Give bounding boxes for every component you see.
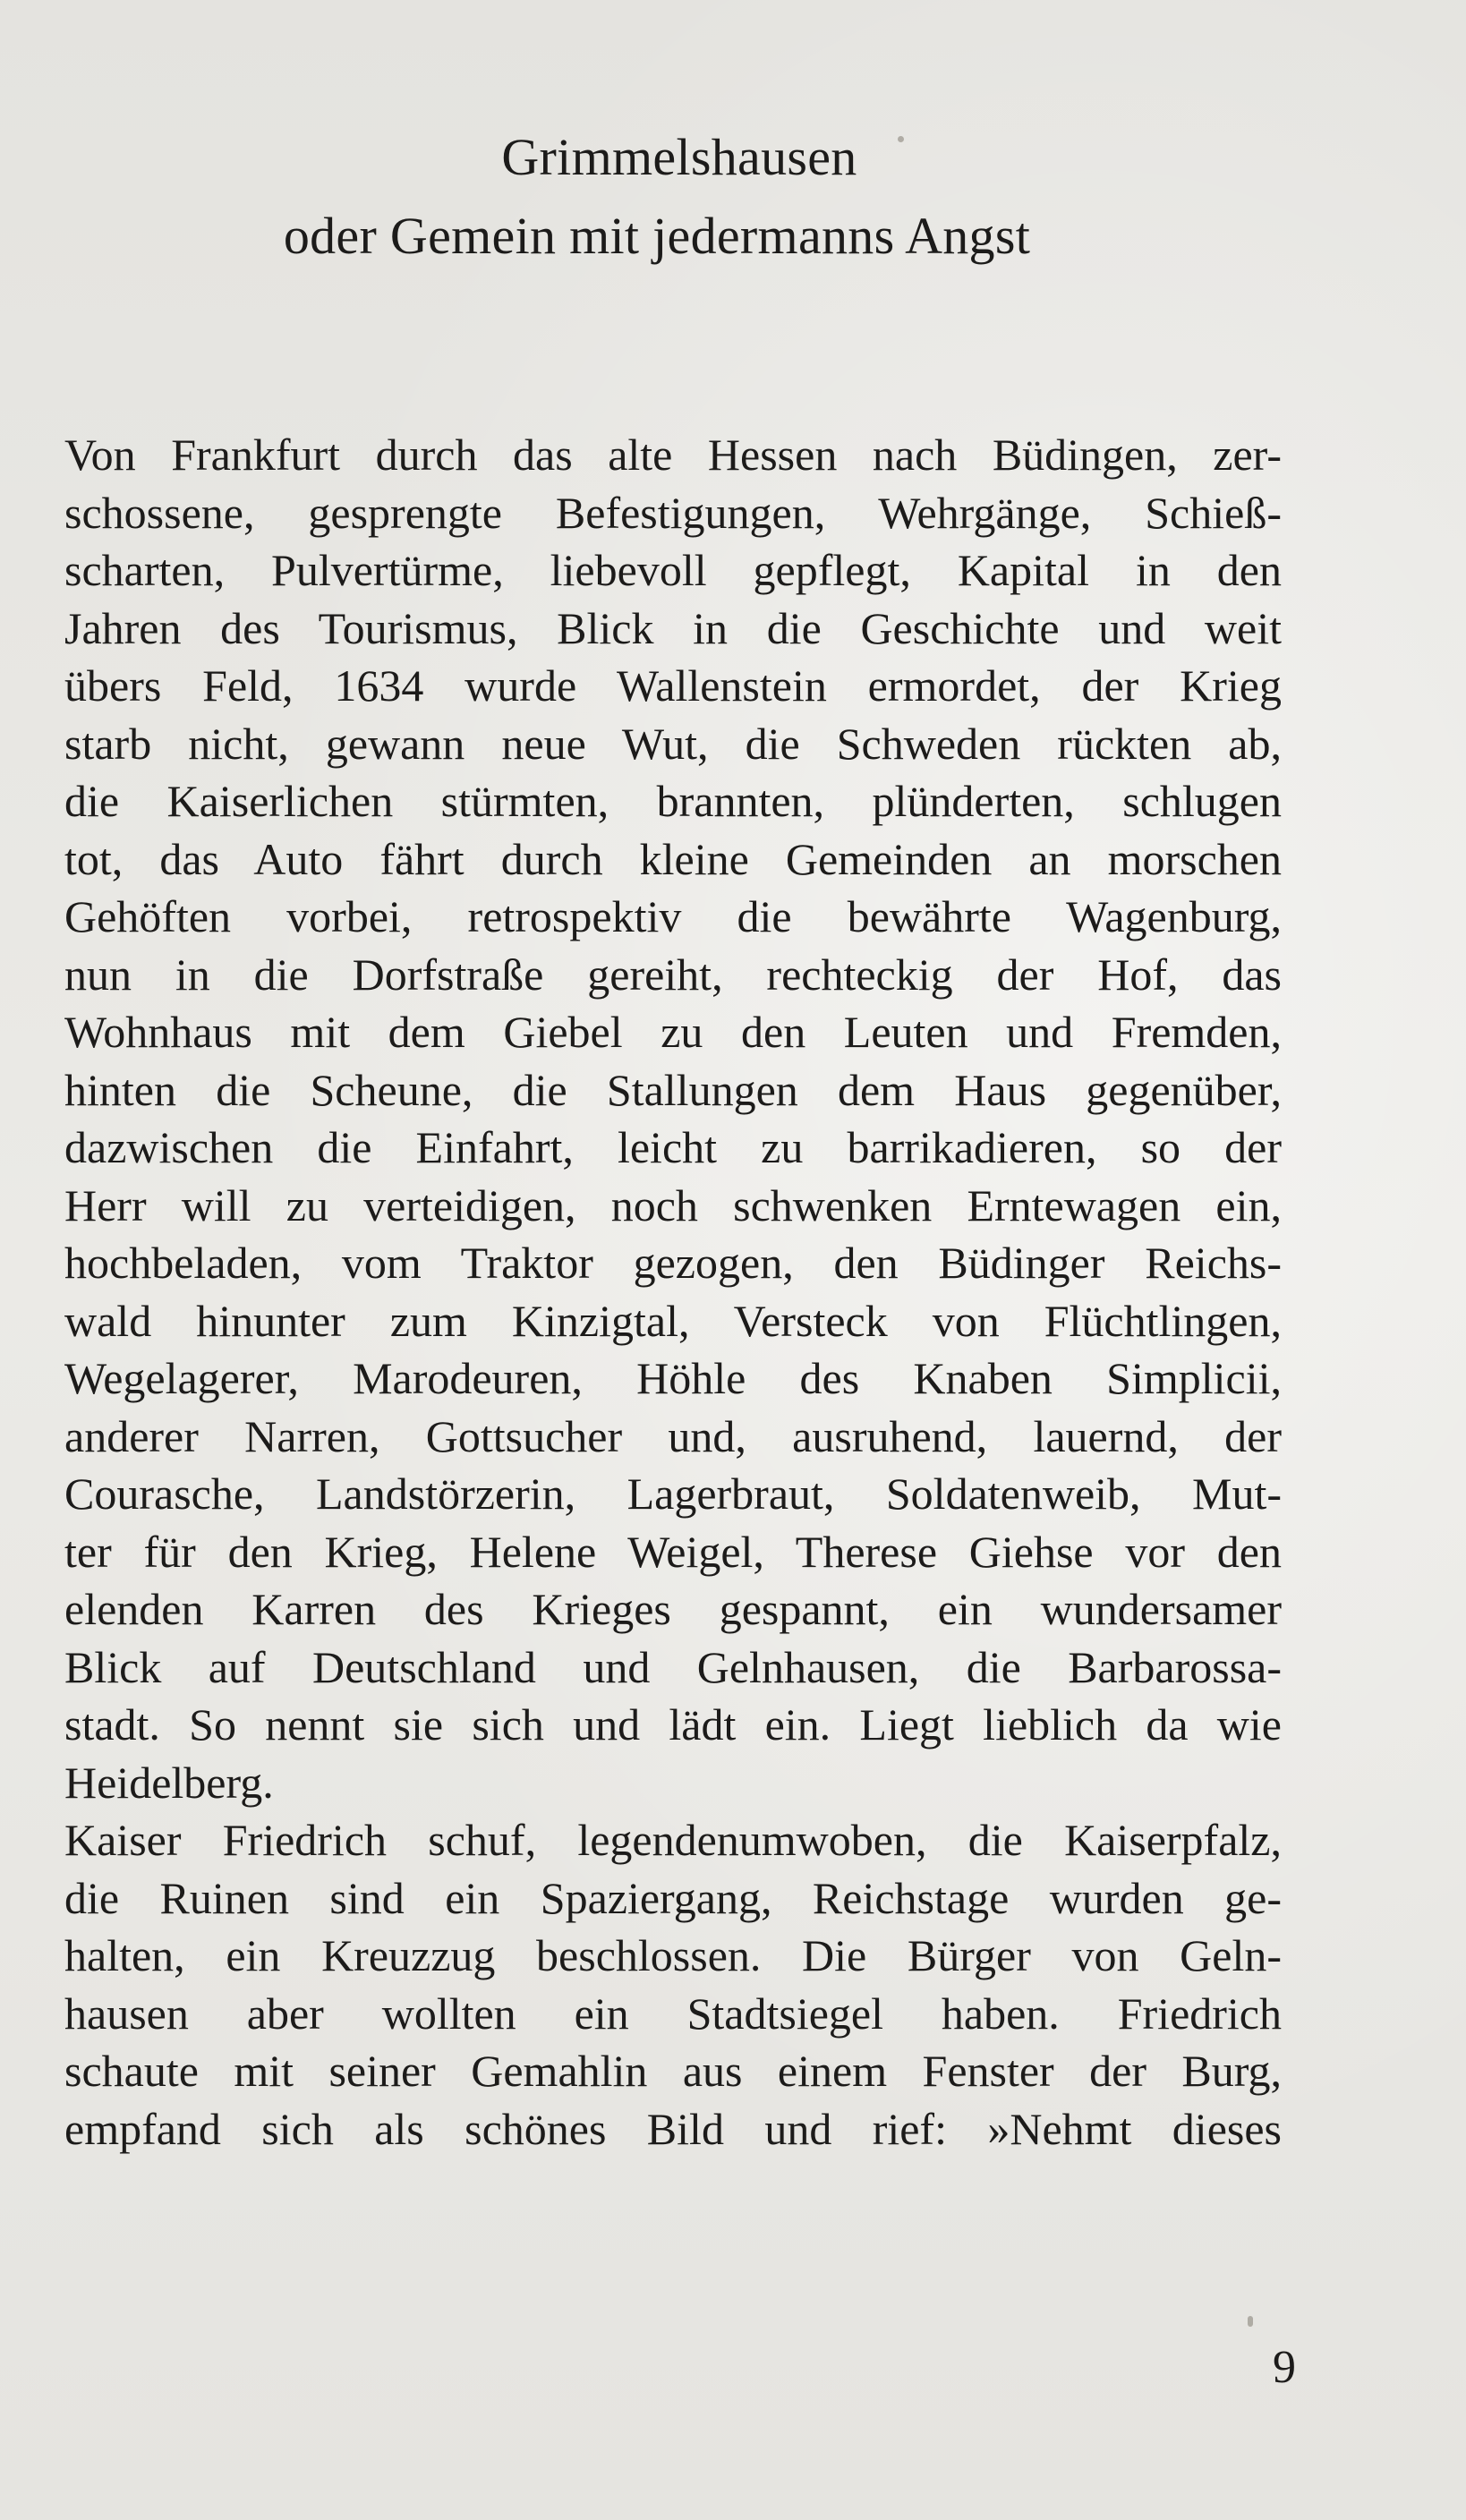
text-line: stadt. So nennt sie sich und lädt ein. Liegt lieblich da wie: [64, 1699, 1282, 1750]
text-line: schaute mit seiner Gemahlin aus einem Fenster der Burg,: [64, 2046, 1282, 2096]
text-line: wald hinunter zum Kinzigtal, Versteck von Flüchtlingen,: [64, 1295, 1282, 1346]
text-line: ter für den Krieg, Helene Weigel, Therese Giehse vor den: [64, 1526, 1282, 1577]
text-line: Jahren des Tourismus, Blick in die Geschichte und weit: [64, 602, 1282, 653]
page-number: 9: [1273, 2342, 1296, 2393]
text-line: schossene, gesprengte Befestigungen, Wehrgänge, Schieß-: [64, 487, 1282, 538]
text-line: tot, das Auto fährt durch kleine Gemeinden an morschen: [64, 833, 1282, 884]
text-line: elenden Karren des Krieges gespannt, ein wundersamer: [64, 1584, 1282, 1634]
text-line: starb nicht, gewann neue Wut, die Schweden rückten ab,: [64, 718, 1282, 769]
paper-speck: [898, 136, 904, 142]
text-line-paragraph-end: Heidelberg.: [64, 1757, 274, 1808]
text-line: Courasche, Landstörzerin, Lagerbraut, Soldatenweib, Mut-: [64, 1469, 1282, 1519]
text-line: scharten, Pulvertürme, liebevoll gepflegt, Kapital in den: [64, 545, 1282, 595]
text-line: hausen aber wollten ein Stadtsiegel haben. Friedrich: [64, 1988, 1282, 2039]
text-line: Blick auf Deutschland und Gelnhausen, die Barbarossa-: [64, 1641, 1282, 1692]
chapter-title: [0, 118, 1314, 276]
text-line: anderer Narren, Gottsucher und, ausruhend, lauernd, der: [64, 1410, 1282, 1461]
text-line: Kaiser Friedrich schuf, legendenumwoben, die Kaiserpfalz,: [64, 1815, 1282, 1865]
text-line: die Kaiserlichen stürmten, brannten, plünderten, schlugen: [64, 776, 1282, 826]
text-line: Gehöften vorbei, retrospektiv die bewährte Wagenburg,: [64, 891, 1282, 941]
text-line: Von Frankfurt durch das alte Hessen nach Büdingen, zer-: [64, 430, 1282, 480]
text-line: hochbeladen, vom Traktor gezogen, den Büdinger Reichs-: [64, 1238, 1282, 1288]
text-line: empfand sich als schönes Bild und rief: »Nehmt dieses: [64, 2103, 1282, 2154]
text-line: übers Feld, 1634 wurde Wallenstein ermordet, der Krieg: [64, 660, 1282, 711]
body-text: [64, 426, 1282, 2158]
chapter-title-line-1: Grimmelshausen: [501, 128, 857, 186]
chapter-title-line-2: oder Gemein mit jedermanns Angst: [283, 207, 1031, 265]
text-line: dazwischen die Einfahrt, leicht zu barrikadieren, so der: [64, 1122, 1282, 1172]
paper-speck: [1248, 2316, 1253, 2327]
text-line: Herr will zu verteidigen, noch schwenken Erntewagen ein,: [64, 1179, 1282, 1230]
text-line: hinten die Scheune, die Stallungen dem Haus gegenüber,: [64, 1064, 1282, 1115]
text-line: Wohnhaus mit dem Giebel zu den Leuten und Fremden,: [64, 1007, 1282, 1057]
text-line: die Ruinen sind ein Spaziergang, Reichstage wurden ge-: [64, 1872, 1282, 1923]
text-line: Wegelagerer, Marodeuren, Höhle des Knaben Simplicii,: [64, 1353, 1282, 1403]
text-line: halten, ein Kreuzzug beschlossen. Die Bürger von Geln-: [64, 1930, 1282, 1980]
text-line: nun in die Dorfstraße gereiht, rechteckig der Hof, das: [64, 949, 1282, 1000]
